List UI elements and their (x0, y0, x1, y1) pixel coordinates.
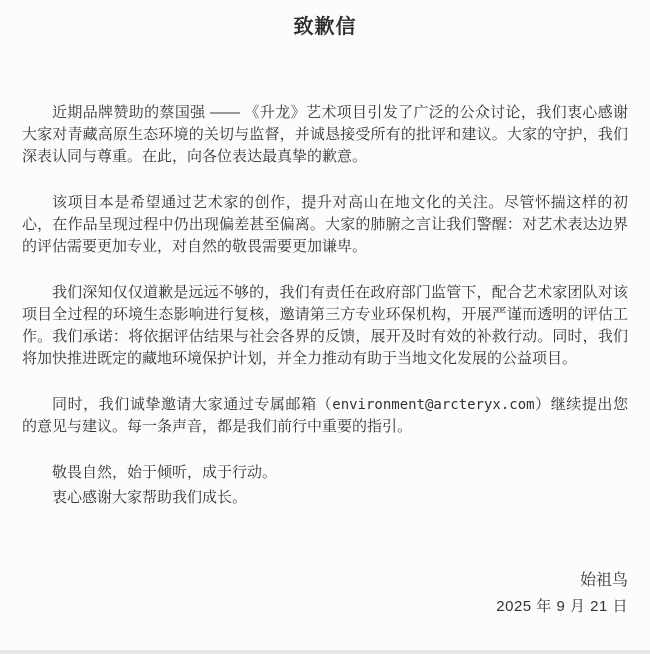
signature-block (22, 569, 628, 618)
paragraph-project-intent: 该项目本是希望通过艺术家的创作，提升对高山在地文化的关注。尽管怀揣这样的初心，在作品呈现过程中仍出现偏差甚至偏离。大家的肺腑之言让我们警醒：对艺术表达边界的评估需要更加专业，对自然的敬畏需要更加谦卑。 (22, 194, 628, 255)
invite-text-after-email: ）继续提出您的意见与建议。每一条声音，都是我们前行中重要的指引。 (22, 396, 628, 435)
letter-body (22, 102, 628, 618)
page-bottom-edge (0, 650, 650, 654)
closing-line-motto: 敬畏自然，始于倾听，成于行动。 (52, 464, 278, 481)
paragraph-feedback-invite (22, 394, 628, 438)
signature-date: 2025 年 9 月 21 日 (496, 598, 628, 615)
signature-brand-name: 始祖鸟 (579, 572, 628, 589)
closing-statements (22, 462, 628, 509)
paragraph-intro-apology: 近期品牌赞助的蔡国强 —— 《升龙》艺术项目引发了广泛的公众讨论，我们衷心感谢大家对青藏高原生态环境的关切与监督，并诚恳接受所有的批评和建议。大家的守护，我们深表认同与尊重。在此，向各位表达最真挚的歉意。 (22, 104, 628, 165)
invite-text-before-email: 同时，我们诚挚邀请大家通过专属邮箱（ (52, 396, 333, 413)
contact-email: environment@arcteryx.com (332, 397, 535, 413)
paragraph-remediation-commitment: 我们深知仅仅道歉是远远不够的，我们有责任在政府部门监管下，配合艺术家团队对该项目全过程的环境生态影响进行复核，邀请第三方专业环保机构，开展严谨而透明的评估工作。我们承诺：将依据评估结果与社会各界的反馈，展开及时有效的补救行动。同时，我们将加快推进既定的藏地环境保护计划，并全力推动有助于当地文化发展的公益项目。 (22, 284, 628, 367)
closing-line-thanks: 衷心感谢大家帮助我们成长。 (52, 489, 248, 506)
document-title: 致歉信 (293, 16, 357, 38)
